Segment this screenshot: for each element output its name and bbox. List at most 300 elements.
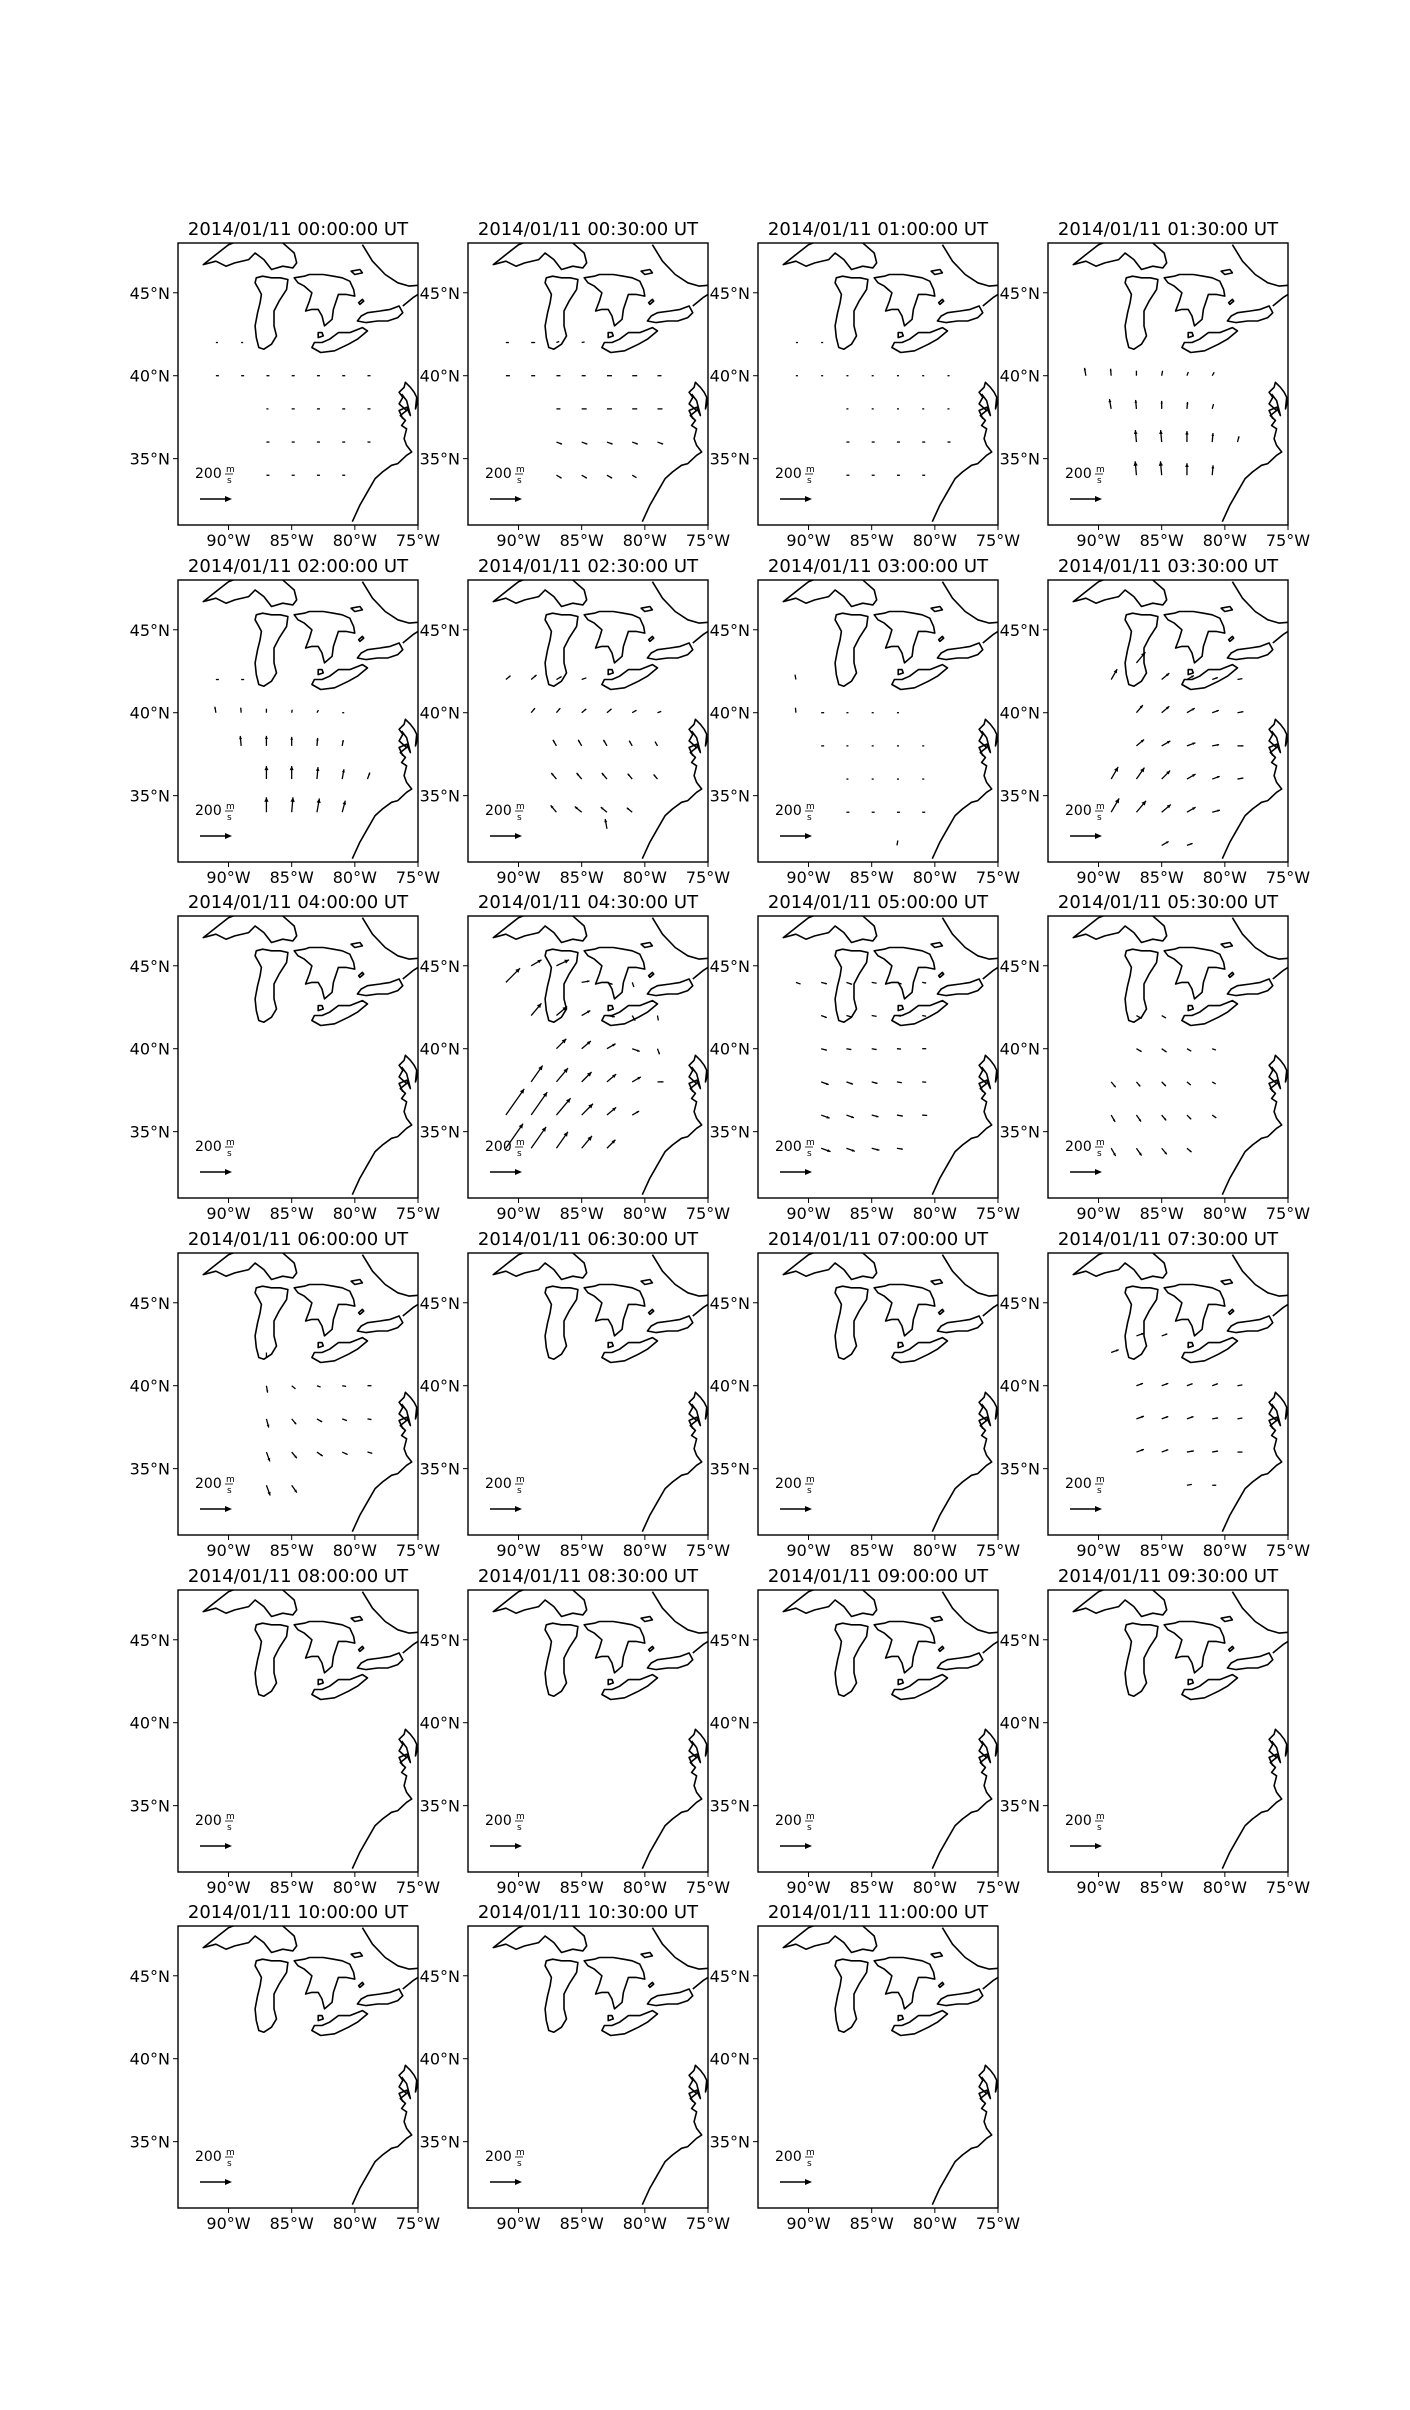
- wind-vector: [632, 982, 634, 987]
- wind-vector: [604, 819, 607, 829]
- ottawa-river: [1232, 918, 1296, 959]
- x-tick-label: 90°W: [496, 1204, 541, 1223]
- lake-michigan: [835, 1623, 868, 1696]
- x-tick-label: 85°W: [849, 868, 894, 887]
- wind-vectors: [214, 680, 370, 813]
- x-tick-label: 90°W: [496, 868, 541, 887]
- wind-vector: [1187, 1484, 1192, 1485]
- map-panel: [420, 1566, 746, 1902]
- wind-vector: [317, 798, 321, 812]
- y-tick-label: 35°N: [419, 1122, 460, 1142]
- map-area: [178, 1238, 456, 1565]
- wind-vector: [1212, 1115, 1216, 1118]
- wind-vector: [582, 475, 587, 478]
- wind-vector: [1211, 433, 1214, 442]
- panel-title: 2014/01/11 08:30:00 UT: [477, 1566, 699, 1587]
- lake-huron: [1164, 1285, 1225, 1336]
- ottawa-river: [652, 1592, 716, 1633]
- scale-key: [1065, 465, 1105, 502]
- wind-vector: [531, 708, 535, 713]
- x-tick-label: 75°W: [975, 868, 1021, 887]
- scale-unit-den: s: [517, 1149, 522, 1159]
- x-tick-label: 80°W: [912, 1541, 957, 1560]
- scale-label: 200: [195, 466, 222, 482]
- wind-vector: [556, 1039, 566, 1049]
- lake-michigan: [835, 1286, 868, 1359]
- lake-st-clair: [898, 333, 903, 338]
- wind-vector: [1212, 372, 1214, 375]
- lake-huron: [294, 948, 355, 999]
- y-tick-label: 40°N: [129, 2049, 170, 2069]
- lake-simcoe: [649, 1982, 654, 1987]
- wind-vectors: [1111, 652, 1243, 845]
- wind-vectors: [506, 342, 663, 479]
- scale-unit-den: s: [807, 1149, 812, 1159]
- y-tick-label: 35°N: [999, 1459, 1040, 1479]
- x-tick-label: 90°W: [206, 531, 251, 550]
- x-tick-label: 75°W: [975, 1204, 1021, 1223]
- scale-key: [485, 802, 525, 839]
- lake-nipissing: [351, 607, 362, 612]
- lake-nipissing: [351, 270, 362, 275]
- wind-vector: [1111, 798, 1119, 812]
- scale-unit-den: s: [807, 476, 812, 486]
- y-tick-label: 35°N: [129, 1122, 170, 1142]
- lake-michigan: [255, 1286, 288, 1359]
- wind-vector: [342, 801, 346, 813]
- x-tick-label: 90°W: [1076, 531, 1121, 550]
- wind-vector: [506, 1089, 524, 1115]
- wind-vector: [795, 675, 796, 680]
- ottawa-river: [362, 582, 426, 623]
- lake-nipissing: [931, 943, 942, 948]
- wind-vector: [342, 1452, 347, 1455]
- scale-label: 200: [775, 466, 802, 482]
- map-area: [468, 1575, 746, 1902]
- scale-label: 200: [1065, 1813, 1092, 1829]
- y-tick-label: 40°N: [709, 703, 750, 723]
- lake-huron: [584, 1958, 645, 2009]
- map-panel: [710, 1566, 1036, 1902]
- great-lakes-coastline: [203, 1913, 402, 2036]
- lake-michigan: [545, 1959, 578, 2032]
- wind-vector: [578, 740, 582, 746]
- scale-label: 200: [485, 2149, 512, 2165]
- panels: [130, 219, 1326, 2238]
- panel-title: 2014/01/11 02:00:00 UT: [187, 556, 409, 577]
- great-lakes-coastline: [203, 903, 402, 1026]
- wind-vector: [551, 805, 557, 812]
- x-tick-label: 85°W: [849, 1878, 894, 1897]
- lake-erie: [892, 1001, 948, 1026]
- y-tick-label: 40°N: [709, 1713, 750, 1733]
- scale-key: [195, 802, 235, 839]
- y-tick-label: 35°N: [999, 786, 1040, 806]
- wind-vector: [531, 1065, 542, 1081]
- lake-nipissing: [351, 1953, 362, 1958]
- x-tick-label: 80°W: [912, 1204, 957, 1223]
- wind-vector: [266, 1485, 270, 1495]
- wind-vector: [582, 1136, 592, 1148]
- lake-erie: [1182, 328, 1238, 353]
- x-tick-label: 90°W: [1076, 1541, 1121, 1560]
- x-tick-label: 75°W: [395, 1541, 441, 1560]
- scale-unit-num: m: [1096, 1812, 1105, 1822]
- x-tick-label: 80°W: [1202, 1878, 1247, 1897]
- atlantic-coastline: [932, 1376, 1012, 1532]
- map-panel: [420, 556, 746, 892]
- ottawa-river: [362, 1592, 426, 1633]
- wind-vector: [1136, 768, 1144, 779]
- lake-michigan: [545, 613, 578, 686]
- lake-nipissing: [351, 1280, 362, 1285]
- map-panel: [420, 1229, 746, 1565]
- y-tick-label: 40°N: [709, 1039, 750, 1059]
- scale-unit-num: m: [1096, 1475, 1105, 1485]
- wind-vector: [316, 738, 318, 746]
- axes-frame: [468, 1253, 708, 1535]
- lake-st-clair: [608, 1680, 613, 1685]
- atlantic-coastline: [352, 366, 432, 522]
- wind-vector: [1162, 1016, 1166, 1019]
- wind-vector: [1162, 1115, 1166, 1120]
- ottawa-river: [942, 1592, 1006, 1633]
- wind-vector: [556, 1068, 568, 1082]
- scale-label: 200: [775, 1813, 802, 1829]
- lake-michigan: [545, 1286, 578, 1359]
- wind-vector: [342, 769, 345, 779]
- wind-vector: [531, 1127, 546, 1148]
- wind-vector: [627, 808, 632, 812]
- wind-vector: [214, 707, 216, 713]
- wind-vector: [607, 475, 612, 478]
- x-tick-label: 85°W: [559, 1541, 604, 1560]
- lake-simcoe: [649, 972, 654, 977]
- wind-vector: [1185, 431, 1188, 442]
- scale-label: 200: [1065, 466, 1092, 482]
- y-tick-label: 40°N: [999, 1713, 1040, 1733]
- lake-simcoe: [939, 1309, 944, 1314]
- wind-vector: [556, 475, 561, 478]
- map-panel: [420, 892, 746, 1228]
- y-tick-label: 45°N: [129, 620, 170, 640]
- lake-ontario: [1227, 979, 1272, 996]
- wind-vector: [575, 806, 582, 812]
- lake-ontario: [647, 643, 692, 660]
- y-tick-label: 40°N: [419, 1713, 460, 1733]
- lake-ontario: [937, 1989, 982, 2006]
- wind-vector: [317, 1386, 321, 1387]
- lake-nipissing: [1221, 1280, 1232, 1285]
- lake-michigan: [545, 1623, 578, 1696]
- wind-vector: [846, 1115, 854, 1118]
- wind-vector: [1186, 402, 1188, 409]
- wind-vector: [846, 1016, 851, 1017]
- lake-ontario: [647, 979, 692, 996]
- panel-title: 2014/01/11 04:30:00 UT: [477, 892, 699, 913]
- atlantic-coastline: [642, 1713, 722, 1869]
- axes-frame: [1048, 580, 1288, 862]
- wind-vector: [1237, 711, 1243, 713]
- scale-label: 200: [195, 1139, 222, 1155]
- y-tick-label: 35°N: [709, 1796, 750, 1816]
- lake-huron: [874, 1958, 935, 2009]
- wind-vector: [1111, 1082, 1115, 1087]
- lake-st-clair: [318, 670, 323, 675]
- wind-vector: [1136, 705, 1142, 713]
- x-tick-label: 80°W: [1202, 1204, 1247, 1223]
- atlantic-coastline: [1222, 1713, 1302, 1869]
- ottawa-river: [652, 1928, 716, 1969]
- wind-vector: [1136, 1383, 1143, 1386]
- panel-title: 2014/01/11 02:30:00 UT: [477, 556, 699, 577]
- lake-st-clair: [318, 333, 323, 338]
- scale-unit-num: m: [516, 465, 525, 475]
- y-tick-label: 35°N: [999, 1796, 1040, 1816]
- scale-unit-num: m: [516, 802, 525, 812]
- lake-st-clair: [608, 670, 613, 675]
- great-lakes-coastline: [203, 1577, 402, 1700]
- lake-huron: [874, 948, 935, 999]
- x-tick-label: 75°W: [685, 1878, 731, 1897]
- scale-unit-num: m: [806, 465, 815, 475]
- lake-ontario: [357, 1989, 402, 2006]
- y-tick-label: 45°N: [419, 620, 460, 640]
- wind-vector: [342, 740, 344, 746]
- wind-vector: [556, 342, 559, 343]
- wind-vectors: [506, 960, 664, 1148]
- wind-vector: [1212, 1450, 1218, 1452]
- wind-vector: [1212, 744, 1219, 746]
- wind-vector: [628, 774, 632, 779]
- wind-vector: [1212, 1049, 1216, 1050]
- map-panel: [130, 1229, 456, 1565]
- ottawa-river: [652, 1255, 716, 1296]
- map-area: [178, 1911, 456, 2238]
- lake-st-clair: [898, 670, 903, 675]
- x-tick-label: 75°W: [1265, 868, 1311, 887]
- y-tick-label: 40°N: [709, 1376, 750, 1396]
- scale-key: [775, 802, 815, 839]
- wind-vector: [1111, 767, 1118, 779]
- wind-vector: [1136, 1148, 1141, 1155]
- y-tick-label: 40°N: [999, 703, 1040, 723]
- panel-title: 2014/01/11 00:00:00 UT: [187, 219, 409, 240]
- scale-unit-den: s: [517, 1486, 522, 1496]
- wind-vector: [1111, 669, 1117, 679]
- wind-vectors: [796, 343, 951, 476]
- x-tick-label: 75°W: [395, 2214, 441, 2233]
- wind-vector: [1111, 1350, 1119, 1353]
- wind-vector: [1187, 1383, 1193, 1385]
- lake-erie: [1182, 1675, 1238, 1700]
- x-tick-label: 80°W: [622, 868, 667, 887]
- wind-vector: [872, 982, 877, 983]
- wind-vector: [846, 982, 852, 984]
- scale-unit-den: s: [227, 1149, 232, 1159]
- wind-vector: [317, 1419, 322, 1422]
- lake-erie: [312, 1675, 368, 1700]
- axes-frame: [758, 916, 998, 1198]
- y-tick-label: 45°N: [419, 1630, 460, 1650]
- wind-vector: [1187, 1450, 1194, 1452]
- map-area: [178, 228, 456, 555]
- x-tick-label: 85°W: [1139, 868, 1184, 887]
- wind-vector: [290, 766, 294, 779]
- lake-erie: [892, 2011, 948, 2036]
- x-tick-label: 75°W: [1265, 1204, 1311, 1223]
- y-tick-label: 35°N: [129, 1459, 170, 1479]
- atlantic-coastline: [352, 1376, 432, 1532]
- lake-huron: [1164, 612, 1225, 663]
- ottawa-river: [652, 918, 716, 959]
- map-area: [758, 1238, 1036, 1565]
- scale-label: 200: [485, 466, 512, 482]
- x-tick-label: 75°W: [685, 2214, 731, 2233]
- lake-michigan: [835, 613, 868, 686]
- y-tick-label: 40°N: [999, 1376, 1040, 1396]
- y-tick-label: 40°N: [419, 1376, 460, 1396]
- wind-vector: [821, 1049, 827, 1051]
- x-tick-label: 85°W: [849, 531, 894, 550]
- axes-frame: [468, 580, 708, 862]
- y-tick-label: 40°N: [419, 2049, 460, 2069]
- x-tick-label: 90°W: [786, 2214, 831, 2233]
- panel-title: 2014/01/11 07:30:00 UT: [1057, 1229, 1279, 1250]
- panel-title: 2014/01/11 09:30:00 UT: [1057, 1566, 1279, 1587]
- great-lakes-coastline: [1073, 567, 1273, 690]
- lake-erie: [312, 328, 368, 353]
- wind-vector: [1162, 1334, 1168, 1336]
- lake-erie: [892, 1338, 948, 1363]
- lake-ontario: [647, 1316, 692, 1333]
- wind-vector: [506, 676, 511, 680]
- great-lakes-coastline: [203, 567, 402, 690]
- wind-vector: [1133, 461, 1137, 475]
- x-tick-label: 75°W: [1265, 1878, 1311, 1897]
- lake-ontario: [357, 643, 402, 660]
- wind-vectors: [1084, 368, 1240, 475]
- scale-label: 200: [195, 2149, 222, 2165]
- wind-vectors: [216, 343, 371, 476]
- lake-erie: [312, 2011, 368, 2036]
- axes-frame: [1048, 243, 1288, 525]
- wind-vector: [607, 1140, 615, 1148]
- wind-vector: [582, 678, 587, 680]
- panel-title: 2014/01/11 00:30:00 UT: [477, 219, 699, 240]
- wind-vector: [1212, 404, 1213, 409]
- scale-key: [195, 2148, 235, 2185]
- lake-nipissing: [351, 1617, 362, 1622]
- wind-vector: [292, 710, 293, 713]
- wind-vector: [556, 708, 560, 713]
- ottawa-river: [362, 1255, 426, 1296]
- lake-ontario: [937, 306, 982, 323]
- wind-vector: [821, 1115, 829, 1118]
- wind-vectors: [796, 982, 927, 1152]
- x-tick-label: 80°W: [912, 1878, 957, 1897]
- wind-vectors: [1111, 1016, 1216, 1157]
- wind-vector: [1187, 1049, 1191, 1052]
- y-tick-label: 35°N: [129, 786, 170, 806]
- lake-st-clair: [318, 2016, 323, 2021]
- y-tick-label: 35°N: [999, 1122, 1040, 1142]
- lake-erie: [312, 1001, 368, 1026]
- x-tick-label: 80°W: [622, 531, 667, 550]
- lake-nipissing: [351, 943, 362, 948]
- y-tick-label: 35°N: [419, 2132, 460, 2152]
- scale-unit-num: m: [226, 1812, 235, 1822]
- scale-label: 200: [775, 1476, 802, 1492]
- lake-nipissing: [641, 1617, 652, 1622]
- lake-simcoe: [939, 299, 944, 304]
- x-tick-label: 85°W: [269, 868, 314, 887]
- scale-label: 200: [775, 1139, 802, 1155]
- y-tick-label: 40°N: [419, 366, 460, 386]
- wind-vector: [846, 1082, 853, 1085]
- wind-vector: [556, 1132, 567, 1148]
- map-panel: [420, 219, 746, 555]
- lake-huron: [874, 612, 935, 663]
- atlantic-coastline: [932, 1039, 1012, 1195]
- x-tick-label: 85°W: [849, 2214, 894, 2233]
- lake-simcoe: [359, 636, 364, 641]
- wind-vector: [632, 710, 636, 713]
- scale-unit-num: m: [516, 1138, 525, 1148]
- wind-vector: [531, 675, 536, 679]
- wind-vector: [264, 797, 268, 812]
- scale-label: 200: [195, 1813, 222, 1829]
- panel-title: 2014/01/11 04:00:00 UT: [187, 892, 409, 913]
- scale-key: [1065, 1138, 1105, 1175]
- map-area: [758, 1575, 1036, 1902]
- x-tick-label: 90°W: [496, 1541, 541, 1560]
- atlantic-coastline: [932, 2049, 1012, 2205]
- wind-vector: [1212, 1383, 1218, 1385]
- scale-unit-num: m: [516, 1812, 525, 1822]
- wind-vector: [872, 1148, 880, 1151]
- wind-vector: [317, 710, 319, 713]
- ottawa-river: [362, 1928, 426, 1969]
- wind-vector: [342, 1386, 346, 1387]
- lake-st-clair: [318, 1680, 323, 1685]
- atlantic-coastline: [642, 2049, 722, 2205]
- x-tick-label: 85°W: [849, 1541, 894, 1560]
- lake-simcoe: [939, 636, 944, 641]
- lake-simcoe: [1229, 299, 1234, 304]
- wind-vectors: [266, 1353, 372, 1496]
- lake-huron: [294, 612, 355, 663]
- wind-vector: [632, 1111, 639, 1115]
- wind-vector: [1162, 1383, 1169, 1386]
- y-tick-label: 45°N: [999, 956, 1040, 976]
- x-tick-label: 80°W: [332, 531, 377, 550]
- lake-st-clair: [318, 1006, 323, 1011]
- x-tick-label: 75°W: [685, 868, 731, 887]
- wind-vector: [1108, 399, 1111, 409]
- wind-vector: [290, 797, 294, 812]
- x-tick-label: 90°W: [786, 868, 831, 887]
- lake-st-clair: [898, 2016, 903, 2021]
- panel-title: 2014/01/11 05:00:00 UT: [767, 892, 989, 913]
- wind-vector: [1187, 1115, 1191, 1119]
- lake-st-clair: [1188, 1343, 1193, 1348]
- ottawa-river: [1232, 245, 1296, 286]
- wind-vector: [897, 982, 902, 984]
- wind-vector: [632, 1077, 641, 1082]
- lake-ontario: [647, 1653, 692, 1670]
- wind-vector: [632, 475, 636, 478]
